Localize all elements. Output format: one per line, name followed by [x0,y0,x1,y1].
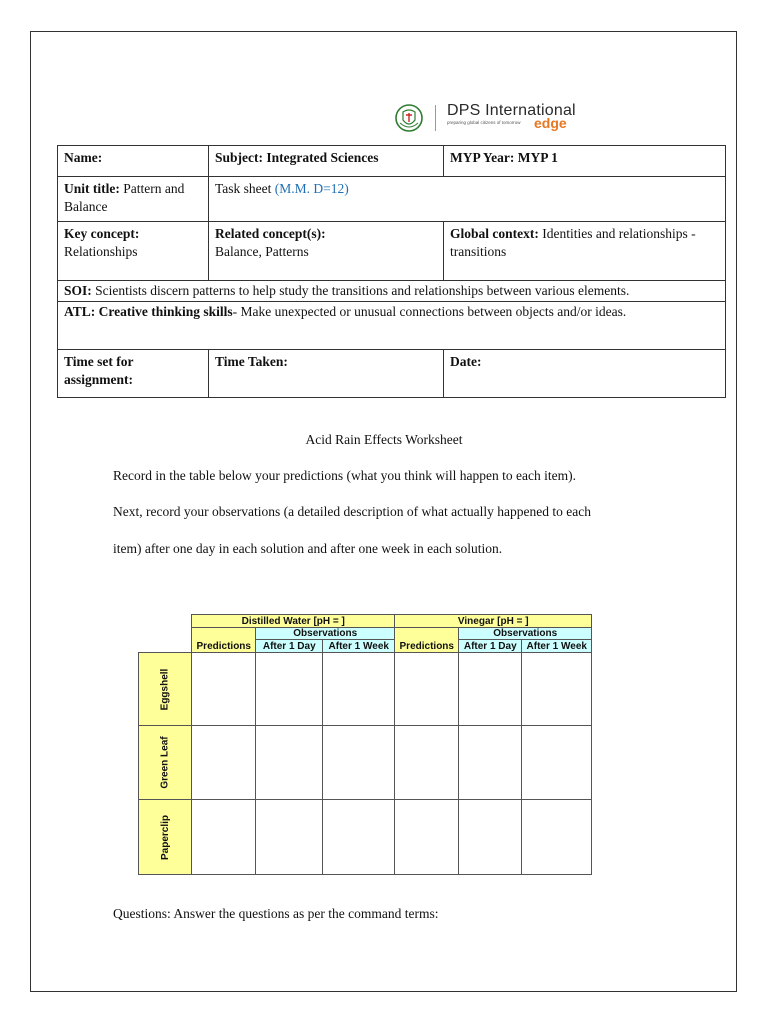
observations-header-1: Observations [256,628,395,640]
logo-tagline: preparing global citizens of tomorrow [447,120,521,125]
global-context-cell [444,222,726,281]
answer-cell[interactable] [256,800,323,875]
unit-title-cell [58,177,209,222]
key-concept-value: Relationships [64,244,138,259]
logo-brand: DPS International [447,102,576,119]
school-emblem-icon [394,103,424,133]
answer-cell[interactable] [395,653,459,726]
task-marks: (M.M. D=12) [274,181,349,196]
answer-cell[interactable] [192,726,256,800]
global-context-label: Global context: [450,226,539,241]
distilled-water-header: Distilled Water [pH = ] [192,615,395,628]
soi-value: Scientists discern patterns to help study the transitions and relationships between various elements. [91,283,630,298]
answer-cell[interactable] [522,726,592,800]
row-label-green-leaf [139,726,192,800]
row-label-text: Paperclip [159,814,171,860]
soi-label: SOI: [64,283,92,298]
atl-value: - Make unexpected or unusual connections between objects and/or ideas. [232,304,627,319]
answer-cell[interactable] [323,726,395,800]
myp-year-cell [444,146,726,177]
row-label-text: Green Leaf [159,736,171,789]
task-sheet-cell [209,177,726,222]
school-logo [388,99,620,137]
related-concept-value: Balance, Patterns [215,244,309,259]
answer-cell[interactable] [323,800,395,875]
answer-cell[interactable] [256,726,323,800]
instructions-line-2: Next, record your observations (a detailed description of what actually happened to each [113,504,591,519]
corner-cell [139,615,192,628]
predictions-header-1: Predictions [192,628,256,653]
vinegar-header: Vinegar [pH = ] [395,615,592,628]
corner-cell-2 [139,628,192,640]
answer-cell[interactable] [522,653,592,726]
unit-title-label: Unit title: [64,181,120,196]
after-week-header-2: After 1 Week [522,640,592,653]
soi-cell [58,281,726,302]
instructions-line-1: Record in the table below your predictions (what you think will happen to each item). [113,468,577,483]
after-day-header-2: After 1 Day [459,640,522,653]
atl-cell [58,302,726,350]
answer-cell[interactable] [459,800,522,875]
answer-cell[interactable] [256,653,323,726]
time-set-cell[interactable] [58,350,209,398]
name-label: Name: [64,150,103,165]
time-taken-label: Time Taken: [215,354,288,369]
table-row [139,653,592,726]
answer-cell[interactable] [192,800,256,875]
answer-cell[interactable] [459,653,522,726]
row-label-eggshell [139,653,192,726]
instructions-line-3: item) after one day in each solution and after one week in each solution. [113,541,503,556]
date-label: Date: [450,354,482,369]
related-concept-label: Related concept(s): [215,226,326,241]
atl-label: ATL: Creative thinking skills [64,304,233,319]
after-day-header-1: After 1 Day [256,640,323,653]
table-row [139,726,592,800]
corner-cell-3 [139,640,192,653]
predictions-header-2: Predictions [395,628,459,653]
worksheet-title: Acid Rain Effects Worksheet [305,432,463,447]
task-sheet-label: Task sheet [215,181,275,196]
global-context-value: Identities and relationships -transitions [450,226,696,259]
time-set-label: Time set for assignment: [64,354,134,387]
date-cell[interactable] [444,350,726,398]
logo-edge: edge [534,115,567,131]
answer-cell[interactable] [522,800,592,875]
myp-year-label: MYP Year: MYP 1 [450,150,558,165]
time-taken-cell[interactable] [209,350,444,398]
answer-cell[interactable] [459,726,522,800]
logo-divider [435,105,436,131]
row-label-paperclip [139,800,192,875]
observation-table [138,614,592,875]
name-cell[interactable] [58,146,209,177]
subject-label: Subject: Integrated Sciences [215,150,379,165]
answer-cell[interactable] [395,800,459,875]
unit-title-value: Pattern and Balance [64,181,185,214]
key-concept-cell [58,222,209,281]
observations-header-2: Observations [459,628,592,640]
answer-cell[interactable] [323,653,395,726]
row-label-text: Eggshell [159,668,171,710]
answer-cell[interactable] [192,653,256,726]
answer-cell[interactable] [395,726,459,800]
key-concept-label: Key concept: [64,226,140,241]
subject-cell [209,146,444,177]
info-table [57,145,726,398]
table-row [139,800,592,875]
related-concept-cell [209,222,444,281]
questions-heading: Questions: Answer the questions as per the command terms: [113,906,439,921]
after-week-header-1: After 1 Week [323,640,395,653]
